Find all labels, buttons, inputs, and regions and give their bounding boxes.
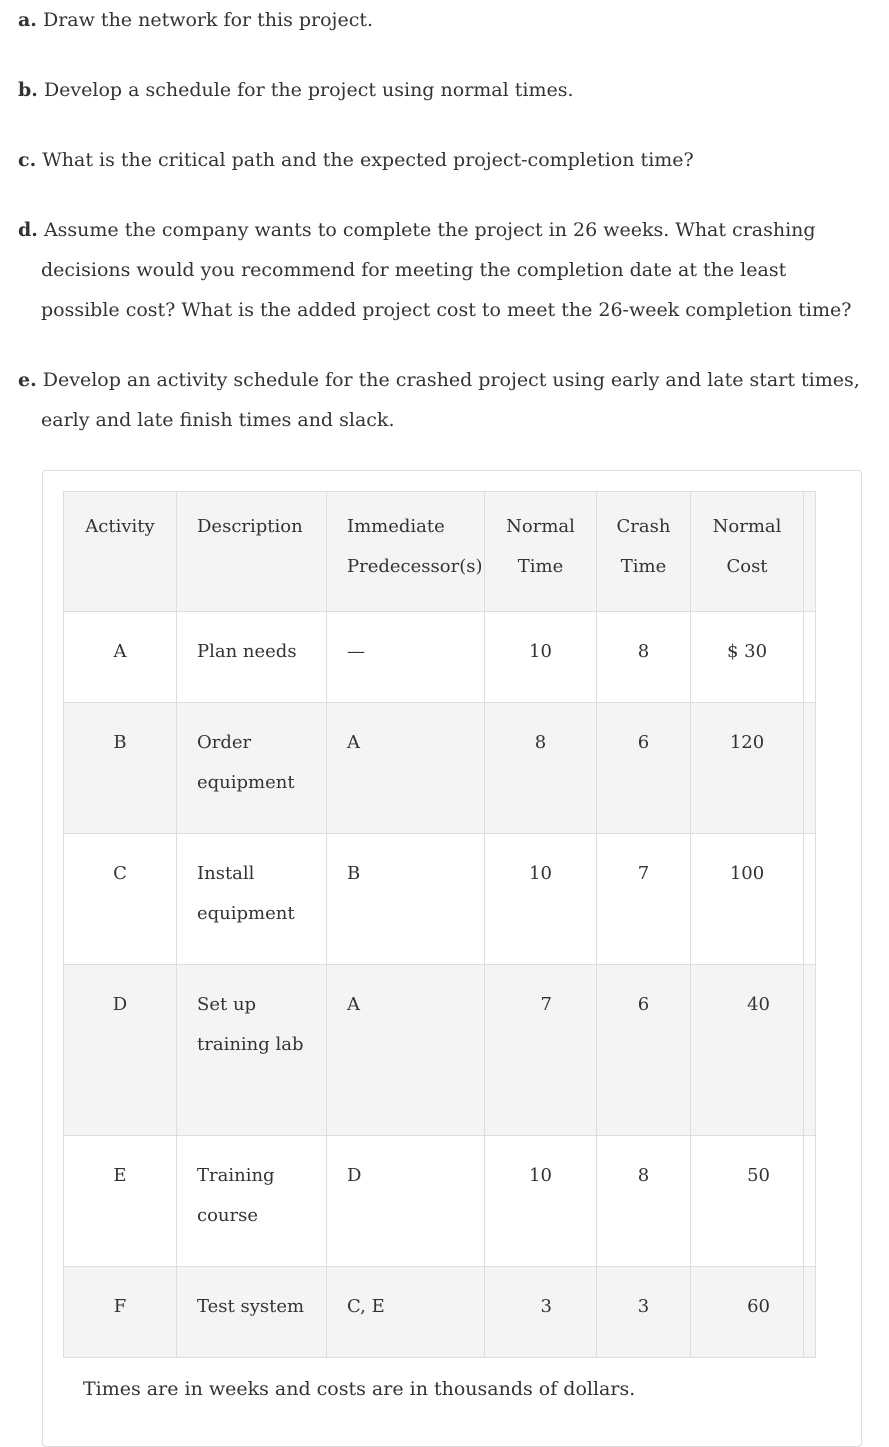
header-normal-time-line2: Time bbox=[517, 556, 564, 577]
cell-normal-time: 10 bbox=[485, 1136, 597, 1267]
question-text-continued: early and late finish times and slack. bbox=[41, 409, 395, 431]
cell-predecessors: B bbox=[327, 834, 485, 965]
cell-normal-time: 10 bbox=[485, 612, 597, 703]
cell-description: Training course bbox=[177, 1136, 327, 1267]
cell-crash-time: 8 bbox=[597, 612, 691, 703]
question-label: c. bbox=[18, 149, 37, 171]
cell-description: Order equipment bbox=[177, 703, 327, 834]
question-e bbox=[18, 360, 869, 440]
question-text-continued: decisions would you recommend for meeting the completion date at the least possible cost? What is the added project cost to meet the 26-week completion time? bbox=[41, 259, 852, 321]
header-predecessors-line1: Immediate bbox=[347, 516, 445, 537]
header-normal-cost-line2: Cost bbox=[726, 556, 768, 577]
header-crash-time-line2: Time bbox=[620, 556, 667, 577]
question-text: Develop an activity schedule for the crashed project using early and late start times, bbox=[42, 369, 860, 391]
table-row bbox=[64, 965, 816, 1136]
header-description: Description bbox=[177, 492, 327, 612]
header-predecessors-line2: Predecessor(s) bbox=[347, 556, 483, 577]
cell-predecessors: C, E bbox=[327, 1267, 485, 1358]
question-label: a. bbox=[18, 9, 37, 31]
header-normal-cost bbox=[691, 492, 804, 612]
cell-crash-time: 6 bbox=[597, 703, 691, 834]
header-activity: Activity bbox=[64, 492, 177, 612]
question-text: Develop a schedule for the project using normal times. bbox=[43, 79, 574, 101]
cell-normal-cost: $ 30 bbox=[691, 612, 804, 703]
cell-clipped bbox=[804, 703, 816, 834]
question-label: b. bbox=[18, 79, 38, 101]
cell-clipped bbox=[804, 612, 816, 703]
cell-predecessors: A bbox=[327, 965, 485, 1136]
cell-clipped bbox=[804, 965, 816, 1136]
cell-clipped bbox=[804, 1136, 816, 1267]
question-a bbox=[18, 0, 869, 40]
cell-description: Set up training lab bbox=[177, 965, 327, 1136]
cell-clipped bbox=[804, 834, 816, 965]
cell-description: Install equipment bbox=[177, 834, 327, 965]
cell-crash-time: 3 bbox=[597, 1267, 691, 1358]
table-row bbox=[64, 703, 816, 834]
header-crash-time-line1: Crash bbox=[616, 516, 671, 537]
table-row bbox=[64, 834, 816, 965]
question-text: Draw the network for this project. bbox=[42, 9, 374, 31]
table-header-row bbox=[64, 492, 816, 612]
header-predecessors bbox=[327, 492, 485, 612]
cell-description: Plan needs bbox=[177, 612, 327, 703]
cell-activity: D bbox=[64, 965, 177, 1136]
cell-normal-time: 8 bbox=[485, 703, 597, 834]
header-crash-time bbox=[597, 492, 691, 612]
cell-normal-time: 7 bbox=[485, 965, 597, 1136]
cell-predecessors: — bbox=[327, 612, 485, 703]
activity-table bbox=[63, 491, 816, 1358]
cell-normal-cost: 60 bbox=[691, 1267, 804, 1358]
cell-normal-time: 10 bbox=[485, 834, 597, 965]
cell-predecessors: D bbox=[327, 1136, 485, 1267]
cell-crash-time: 8 bbox=[597, 1136, 691, 1267]
cell-activity: B bbox=[64, 703, 177, 834]
cell-description: Test system bbox=[177, 1267, 327, 1358]
cell-normal-time: 3 bbox=[485, 1267, 597, 1358]
cell-normal-cost: 100 bbox=[691, 834, 804, 965]
cell-predecessors: A bbox=[327, 703, 485, 834]
table-card bbox=[42, 470, 862, 1447]
question-text: What is the critical path and the expected project-completion time? bbox=[42, 149, 694, 171]
table-row bbox=[64, 612, 816, 703]
cell-activity: E bbox=[64, 1136, 177, 1267]
question-label: e. bbox=[18, 369, 37, 391]
header-normal-time-line1: Normal bbox=[506, 516, 575, 537]
question-label: d. bbox=[18, 219, 38, 241]
table-footnote: Times are in weeks and costs are in thousands of dollars. bbox=[83, 1378, 636, 1400]
cell-activity: A bbox=[64, 612, 177, 703]
cell-activity: C bbox=[64, 834, 177, 965]
cell-clipped bbox=[804, 1267, 816, 1358]
cell-normal-cost: 50 bbox=[691, 1136, 804, 1267]
header-normal-cost-line1: Normal bbox=[712, 516, 782, 537]
question-text: Assume the company wants to complete the project in 26 weeks. What crashing bbox=[43, 219, 816, 241]
cell-normal-cost: 120 bbox=[691, 703, 804, 834]
cell-crash-time: 7 bbox=[597, 834, 691, 965]
cell-normal-cost: 40 bbox=[691, 965, 804, 1136]
question-c bbox=[18, 140, 869, 180]
question-d bbox=[18, 210, 869, 330]
table-row bbox=[64, 1136, 816, 1267]
question-b bbox=[18, 70, 869, 110]
table-row bbox=[64, 1267, 816, 1358]
cell-crash-time: 6 bbox=[597, 965, 691, 1136]
header-normal-time bbox=[485, 492, 597, 612]
cell-activity: F bbox=[64, 1267, 177, 1358]
header-clipped-column bbox=[804, 492, 816, 612]
